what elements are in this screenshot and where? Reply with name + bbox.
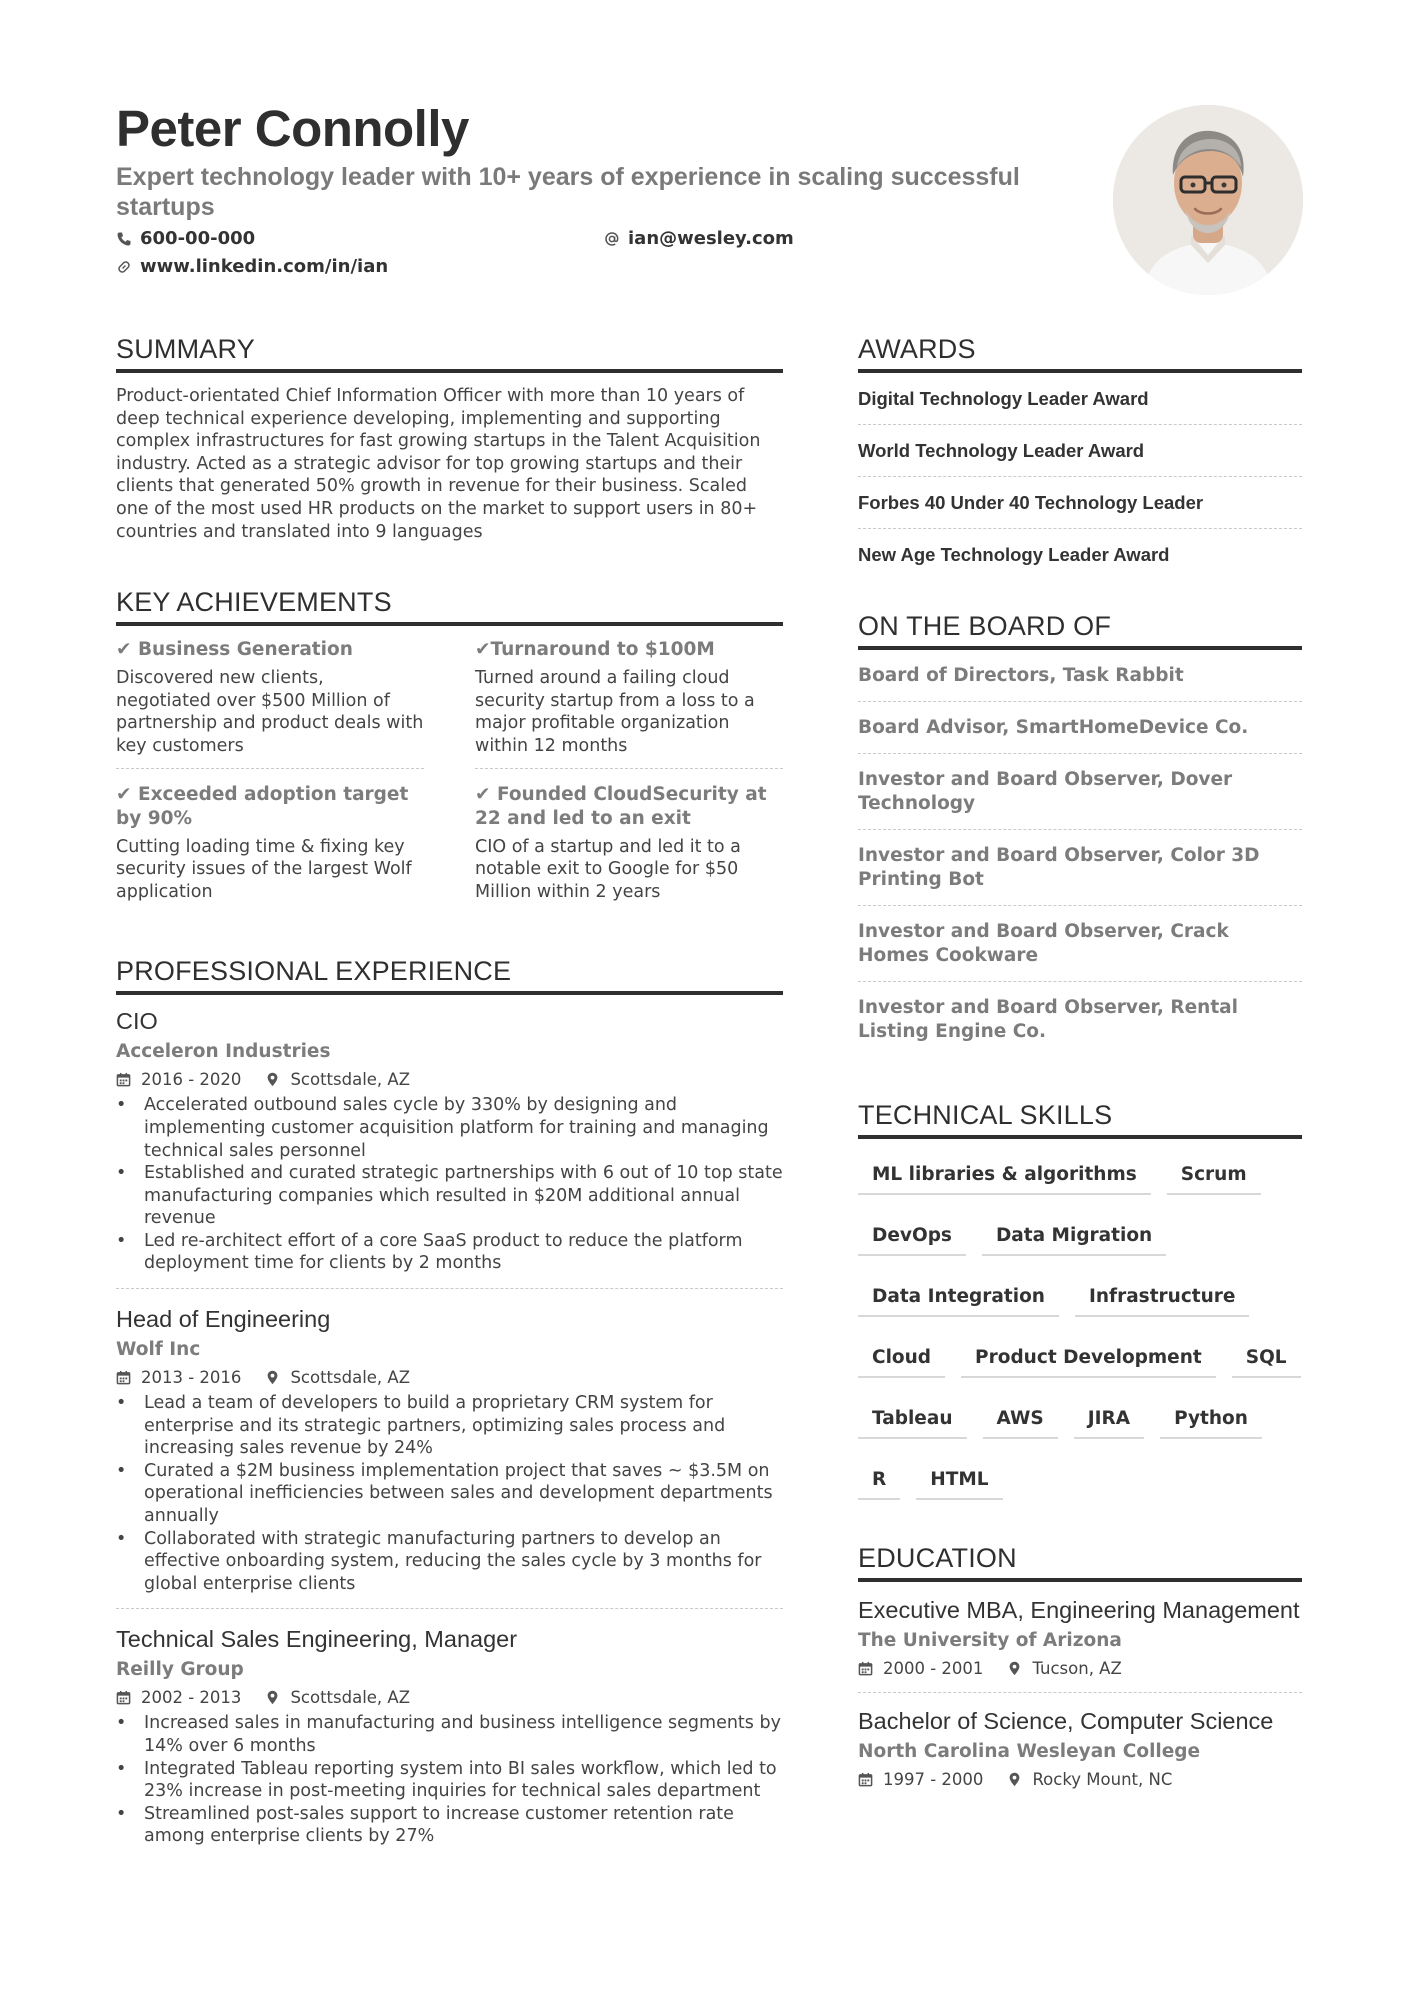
candidate-name: Peter Connolly: [116, 100, 469, 157]
achievement-item: [475, 783, 783, 914]
job-bullets: [116, 1392, 783, 1595]
phone-icon: [116, 231, 132, 247]
achievements-section: [116, 586, 783, 913]
education-dates: 1997 - 2000: [883, 1769, 984, 1789]
school-name: The University of Arizona: [858, 1630, 1122, 1651]
skill-tag: Data Migration: [982, 1220, 1166, 1256]
job-bullet: • Lead a team of developers to build a proprietary CRM system for enterprise and its strategic partners, optimizing sales process and increasing sales revenue by 24%: [116, 1392, 783, 1460]
achievement-title: ✔ Founded CloudSecurity at 22 and led to an exit: [475, 783, 767, 829]
school-name: North Carolina Wesleyan College: [858, 1741, 1201, 1762]
skill-tag: Scrum: [1167, 1159, 1261, 1195]
education-meta: [858, 1768, 1302, 1790]
achievement-description: Cutting loading time & fixing key security issues of the largest Wolf application: [116, 836, 412, 902]
job-entry: [116, 1289, 783, 1609]
at-icon: [604, 231, 620, 247]
board-item: Investor and Board Observer, Rental Listing Engine Co.: [858, 997, 1238, 1042]
calendar-icon: [858, 1772, 873, 1787]
skill-tag: AWS: [983, 1403, 1058, 1439]
awards-heading: AWARDS: [858, 333, 1302, 373]
location-pin-icon: [265, 1072, 280, 1087]
achievement-description: Turned around a failing cloud security startup from a loss to a major profitable organization within 12 months: [475, 668, 755, 756]
degree-title: Executive MBA, Engineering Management: [858, 1597, 1300, 1623]
experience-heading: PROFESSIONAL EXPERIENCE: [116, 955, 783, 995]
skill-tag: JIRA: [1074, 1403, 1144, 1439]
job-dates: 2002 - 2013: [141, 1687, 242, 1707]
profile-portrait-image: [1113, 105, 1303, 295]
summary-section: [116, 333, 783, 543]
contact-email: [604, 228, 794, 249]
job-bullet: • Accelerated outbound sales cycle by 330% by designing and implementing customer acquisition platform for training and managing technical sales personnel: [116, 1094, 783, 1162]
job-title: Head of Engineering: [116, 1306, 331, 1333]
job-location: Scottsdale, AZ: [290, 1069, 411, 1089]
job-location: Scottsdale, AZ: [290, 1687, 411, 1707]
job-bullet: • Streamlined post-sales support to increase customer retention rate among enterprise clients by 27%: [116, 1803, 783, 1848]
contact-phone: [116, 228, 255, 249]
job-bullet: • Led re-architect effort of a core SaaS product to reduce the platform deployment time for clients by 2 months: [116, 1230, 783, 1275]
skill-tag: R: [858, 1464, 900, 1500]
job-meta: [116, 1366, 783, 1388]
skills-heading: TECHNICAL SKILLS: [858, 1099, 1302, 1139]
right-column: [858, 333, 1302, 1803]
awards-section: [858, 333, 1302, 580]
board-item: Board Advisor, SmartHomeDevice Co.: [858, 702, 1302, 754]
calendar-icon: [116, 1690, 131, 1705]
calendar-icon: [116, 1370, 131, 1385]
achievement-description: CIO of a startup and led it to a notable exit to Google for $50 Million within 2 years: [475, 836, 741, 902]
link-icon: [116, 259, 132, 275]
skill-tag: Product Development: [961, 1342, 1216, 1378]
education-meta: [858, 1657, 1302, 1679]
achievement-item: [116, 638, 424, 768]
skill-tag: HTML: [916, 1464, 1002, 1500]
job-location: Scottsdale, AZ: [290, 1367, 411, 1387]
education-location: Tucson, AZ: [1032, 1658, 1122, 1678]
skill-tag: Infrastructure: [1075, 1281, 1250, 1317]
job-title: CIO: [116, 1008, 158, 1035]
email-address[interactable]: ian@wesley.com: [628, 228, 794, 249]
job-entry: [116, 995, 783, 1289]
calendar-icon: [858, 1661, 873, 1676]
job-meta: [116, 1686, 783, 1708]
profile-photo: [1113, 105, 1303, 295]
location-pin-icon: [265, 1690, 280, 1705]
education-heading: EDUCATION: [858, 1542, 1302, 1582]
achievements-heading: KEY ACHIEVEMENTS: [116, 586, 783, 626]
candidate-tagline: Expert technology leader with 10+ years of experience in scaling successful startups: [116, 163, 1020, 221]
resume-header: [116, 100, 1096, 284]
achievement-description: Discovered new clients, negotiated over $500 Million of partnership and product deals with key customers: [116, 668, 424, 756]
education-section: [858, 1542, 1302, 1803]
summary-text: Product-orientated Chief Information Officer with more than 10 years of deep technical experience developing, implementing and supporting complex infrastructures for fast growing startups in the Talent Acquisition industry. Acted as a strategic advisor for top growing startups and their clients that generated 50% growth in revenue for their business. Scaled one of the most used HR products on the market to support users in 80+ countries and translated into 9 languages: [116, 386, 761, 542]
education-entry: [858, 1693, 1302, 1803]
left-column: [116, 333, 783, 1861]
phone-number[interactable]: 600-00-000: [140, 228, 256, 249]
skill-tag: Data Integration: [858, 1281, 1059, 1317]
job-company: Reilly Group: [116, 1659, 244, 1681]
job-bullet: • Integrated Tableau reporting system into BI sales workflow, which led to 23% increase in post-meeting inquiries for technical sales department: [116, 1758, 783, 1803]
education-dates: 2000 - 2001: [883, 1658, 984, 1678]
skill-tag: ML libraries & algorithms: [858, 1159, 1151, 1195]
job-company: Wolf Inc: [116, 1339, 201, 1361]
degree-title: Bachelor of Science, Computer Science: [858, 1708, 1274, 1734]
contact-info: [116, 228, 1096, 284]
job-company: Acceleron Industries: [116, 1041, 331, 1063]
skill-tag: Python: [1160, 1403, 1262, 1439]
location-pin-icon: [1007, 1661, 1022, 1676]
job-bullets: [116, 1712, 783, 1848]
job-dates: 2016 - 2020: [141, 1069, 242, 1089]
experience-section: [116, 955, 783, 1861]
skills-section: [858, 1099, 1302, 1500]
education-location: Rocky Mount, NC: [1032, 1769, 1173, 1789]
location-pin-icon: [1007, 1772, 1022, 1787]
job-title: Technical Sales Engineering, Manager: [116, 1626, 518, 1653]
achievement-item: [116, 783, 424, 914]
skill-tag: SQL: [1232, 1342, 1301, 1378]
achievement-title: ✔Turnaround to $100M: [475, 639, 715, 661]
job-bullets: [116, 1094, 783, 1275]
board-section: [858, 610, 1302, 1057]
job-bullet: • Collaborated with strategic manufacturing partners to develop an effective onboarding system, reducing the sales cycle by 3 months for global enterprise clients: [116, 1528, 783, 1596]
board-heading: ON THE BOARD OF: [858, 610, 1302, 650]
skills-list: [858, 1159, 1302, 1500]
skill-tag: DevOps: [858, 1220, 966, 1256]
board-item: Board of Directors, Task Rabbit: [858, 650, 1302, 702]
achievements-grid: [116, 638, 783, 913]
award-item: World Technology Leader Award: [858, 425, 1302, 477]
education-entry: [858, 1582, 1302, 1693]
board-item: Investor and Board Observer, Crack Homes Cookware: [858, 906, 1302, 982]
skill-tag: Tableau: [858, 1403, 967, 1439]
achievement-title: ✔ Exceeded adoption target by 90%: [116, 783, 409, 829]
contact-linkedin: [116, 256, 388, 277]
job-bullet: • Increased sales in manufacturing and business intelligence segments by 14% over 6 months: [116, 1712, 783, 1757]
achievement-item: [475, 638, 783, 768]
award-item: Digital Technology Leader Award: [858, 373, 1302, 425]
award-item: New Age Technology Leader Award: [858, 544, 1170, 565]
board-item: Investor and Board Observer, Color 3D Printing Bot: [858, 830, 1302, 906]
summary-heading: SUMMARY: [116, 333, 783, 373]
linkedin-url[interactable]: www.linkedin.com/in/ian: [140, 256, 389, 277]
job-entry: [116, 1609, 783, 1861]
award-item: Forbes 40 Under 40 Technology Leader: [858, 477, 1302, 529]
job-dates: 2013 - 2016: [141, 1367, 242, 1387]
location-pin-icon: [265, 1370, 280, 1385]
job-bullet: • Established and curated strategic partnerships with 6 out of 10 top state manufacturing companies which resulted in $20M additional annual revenue: [116, 1162, 783, 1230]
job-bullet: • Curated a $2M business implementation project that saves ~ $3.5M on operational inefficiencies between sales and development departments annually: [116, 1460, 783, 1528]
board-item: Investor and Board Observer, Dover Technology: [858, 754, 1302, 830]
achievement-title: ✔ Business Generation: [116, 639, 353, 661]
calendar-icon: [116, 1072, 131, 1087]
job-meta: [116, 1068, 783, 1090]
skill-tag: Cloud: [858, 1342, 945, 1378]
